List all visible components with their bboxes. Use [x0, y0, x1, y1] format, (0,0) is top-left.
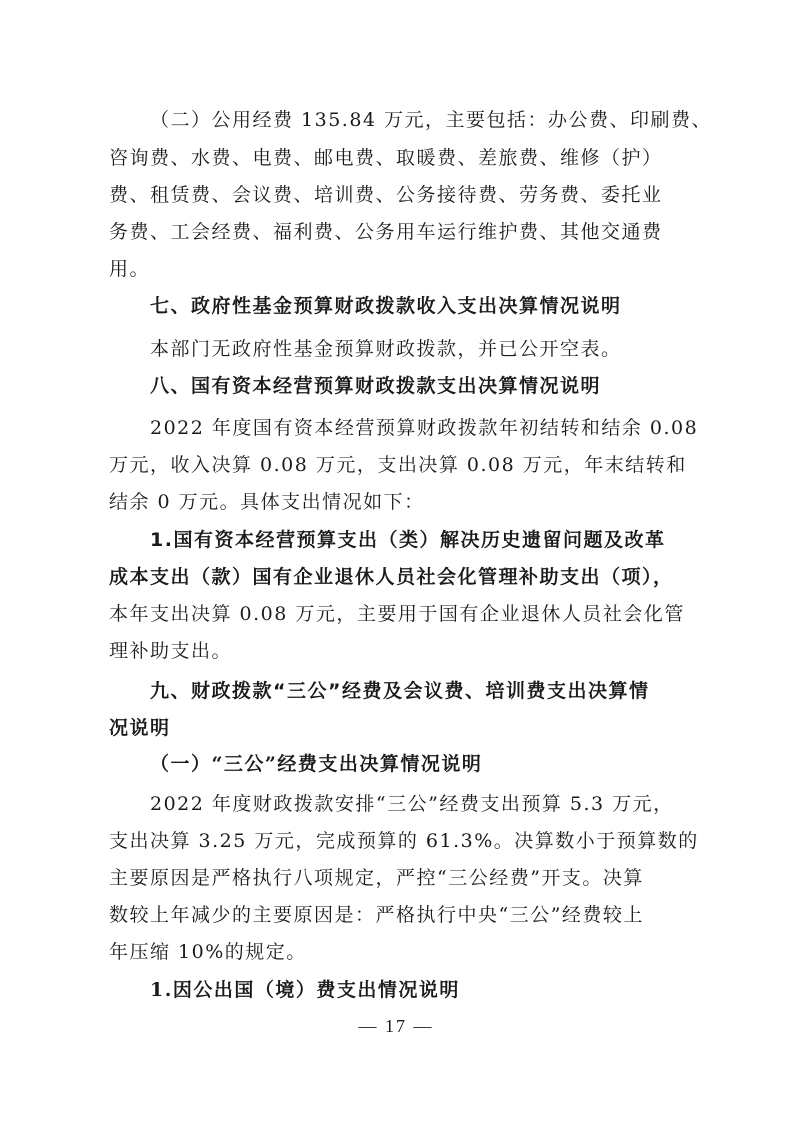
item-1-heading-line-2: 成本支出（款）国有企业退休人员社会化管理补助支出（项）， — [109, 566, 674, 588]
section-heading-9-line-1: 九、财政拨款“三公”经费及会议费、培训费支出决算情 — [150, 680, 650, 702]
paragraph-three-public-line-5: 年压缩 10%的规定。 — [109, 941, 307, 963]
paragraph-public-expenses-line-2: 咨询费、水费、电费、邮电费、取暖费、差旅费、维修（护） — [109, 147, 663, 169]
section-heading-8: 八、国有资本经营预算财政拨款支出决算情况说明 — [150, 375, 602, 397]
section-heading-9-line-2: 况说明 — [109, 717, 171, 739]
paragraph-three-public-line-3: 主要原因是严格执行八项规定，严控“三公经费”开支。决算 — [109, 867, 644, 889]
paragraph-public-expenses-line-1: （二）公用经费 135.84 万元，主要包括：办公费、印刷费、 — [150, 109, 713, 131]
subsection-heading-three-public: （一）“三公”经费支出决算情况说明 — [150, 753, 483, 775]
paragraph-state-capital-line-3: 结余 0 万元。具体支出情况如下： — [109, 491, 425, 513]
paragraph-three-public-line-1: 2022 年度财政拨款安排“三公”经费支出预算 5.3 万元， — [150, 793, 674, 815]
paragraph-three-public-line-4: 数较上年减少的主要原因是：严格执行中央“三公”经费较上 — [109, 904, 644, 926]
paragraph-public-expenses-line-5: 用。 — [109, 258, 151, 280]
paragraph-no-government-fund: 本部门无政府性基金预算财政拨款，并已公开空表。 — [150, 338, 622, 360]
paragraph-state-capital-line-1: 2022 年度国有资本经营预算财政拨款年初结转和结余 0.08 — [150, 417, 699, 439]
page-number: — 17 — — [358, 1016, 434, 1036]
item-1-heading-line-1: 1.国有资本经营预算支出（类）解决历史遗留问题及改革 — [150, 529, 666, 551]
subsection-heading-overseas: 1.因公出国（境）费支出情况说明 — [150, 979, 460, 1001]
item-1-body-line-1: 本年支出决算 0.08 万元，主要用于国有企业退休人员社会化管 — [109, 603, 685, 625]
item-1-body-line-2: 理补助支出。 — [109, 640, 233, 662]
paragraph-public-expenses-line-3: 费、租赁费、会议费、培训费、公务接待费、劳务费、委托业 — [109, 184, 663, 206]
section-heading-7: 七、政府性基金预算财政拨款收入支出决算情况说明 — [150, 295, 622, 317]
paragraph-public-expenses-line-4: 务费、工会经费、福利费、公务用车运行维护费、其他交通费 — [109, 221, 663, 243]
paragraph-three-public-line-2: 支出决算 3.25 万元，完成预算的 61.3%。决算数小于预算数的 — [109, 830, 699, 852]
paragraph-state-capital-line-2: 万元，收入决算 0.08 万元，支出决算 0.08 万元，年末结转和 — [109, 454, 687, 476]
